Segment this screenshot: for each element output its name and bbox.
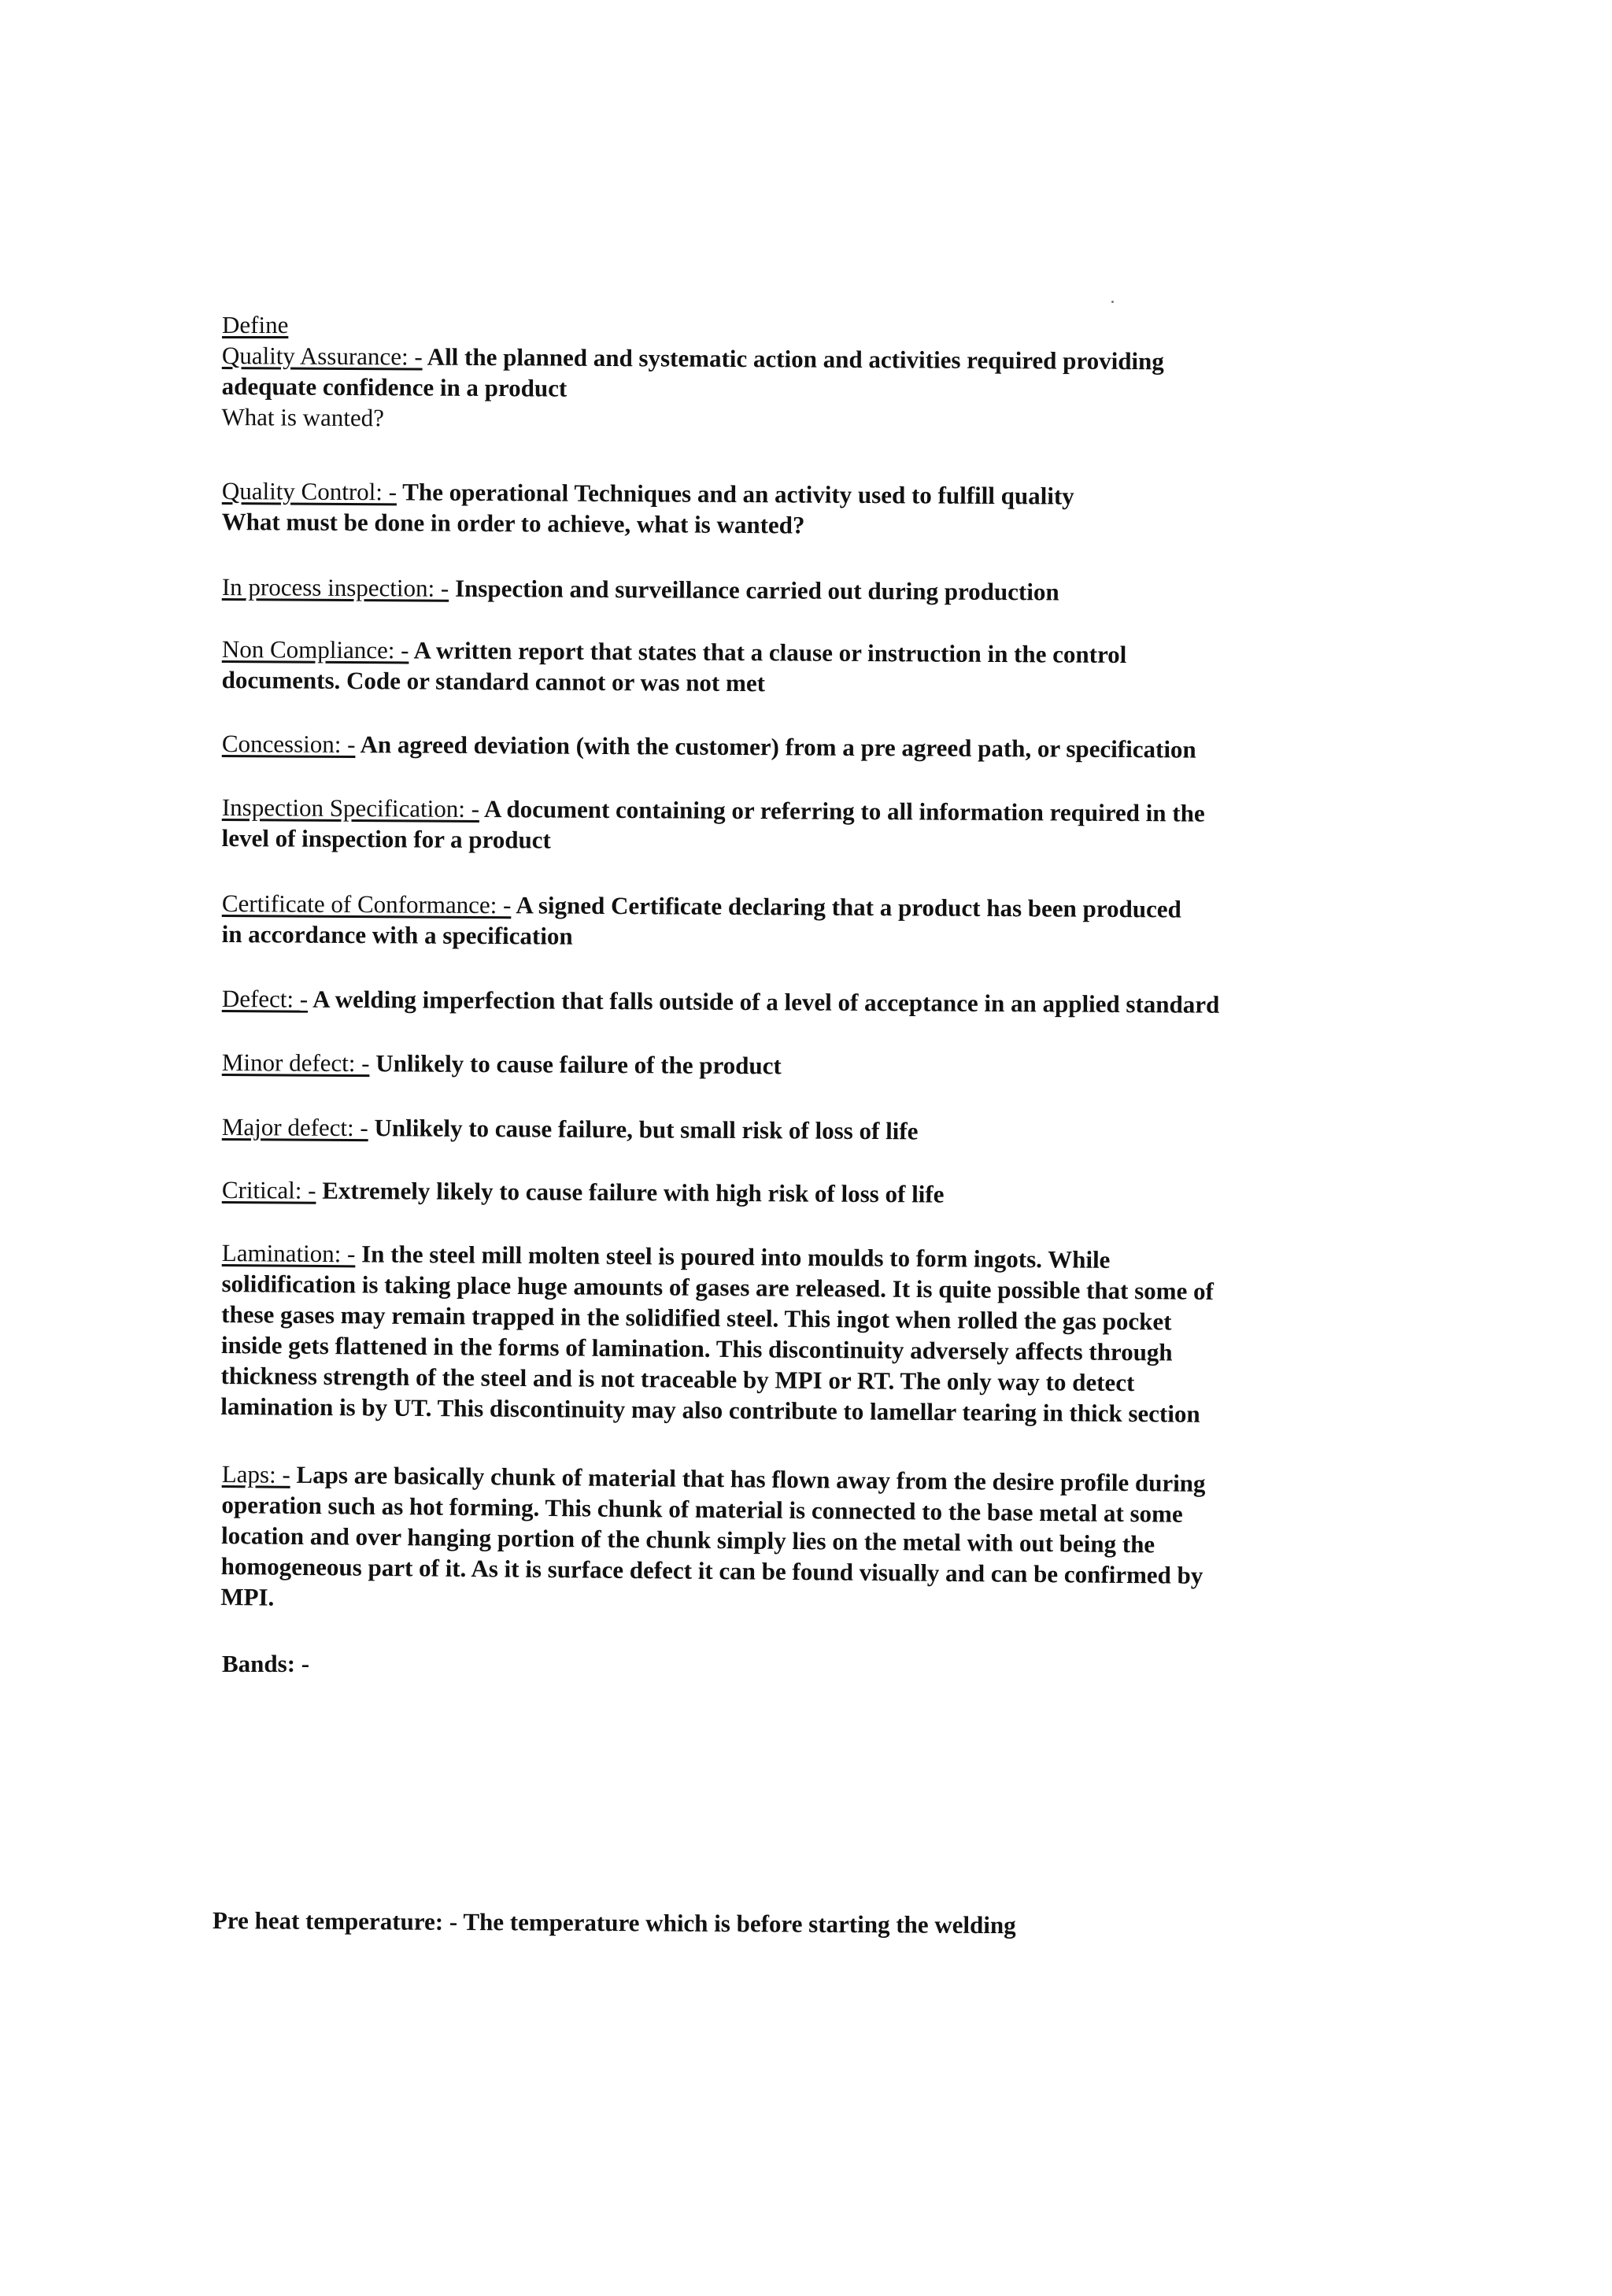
entry-text-line: A welding imperfection that falls outside of a level of acceptance in an applied standard [312,985,1220,1019]
entry-text-line: Unlikely to cause failure, but small risk of loss of life [374,1114,919,1145]
entry-text-line: A document containing or referring to all information required in the [483,795,1205,827]
entry-text-line: operation such as hot forming. This chunk of material is connected to the base metal at some [221,1490,1183,1528]
entry-text-line: Laps are basically chunk of material that has flown away from the desire profile during [296,1460,1206,1497]
entry-label: Quality Assurance: - [221,341,423,371]
entry-text-line: A written report that states that a clause or instruction in the control [413,636,1127,669]
entry-label: Pre heat temperature: - [212,1906,458,1936]
entry-text-line: lamination is by UT. This discontinuity may also contribute to lamellar tearing in thick section [220,1392,1200,1428]
entry-text-line: thickness strength of the steel and is not traceable by MPI or RT. The only way to detect [220,1361,1135,1397]
entry-label: Defect: - [221,985,309,1013]
entry-text-line: solidification is taking place huge amounts of gases are released. It is quite possible that some of [221,1269,1215,1305]
entry-text-line: documents. Code or standard cannot or was not met [221,665,766,697]
entry-label: Certificate of Conformance: - [221,889,512,919]
entry-concession [222,728,1371,766]
entry-label: Concession: - [221,729,356,759]
entry-text-line: Unlikely to cause failure of the product [375,1049,782,1080]
page-heading: Define [222,311,289,338]
entry-label: Major defect: - [221,1113,368,1142]
entry-label: Lamination: - [221,1238,356,1268]
entry-label: In process inspection: - [221,572,449,602]
entry-label: Minor defect: - [221,1048,370,1078]
entry-text-line: What must be done in order to achieve, what is wanted? [221,507,805,539]
entry-inspection-specification [222,792,1371,860]
entry-bands [222,1648,1371,1679]
entry-text-line: these gases may remain trapped in the solidified steel. This ingot when rolled the gas pocket [221,1300,1172,1336]
scan-speck [1111,301,1114,303]
entry-laps [220,1459,1371,1623]
entry-non-compliance [222,634,1371,702]
entry-text-line: The operational Techniques and an activity used to fulfill quality [402,478,1074,510]
entry-major-defect [222,1111,1371,1149]
entry-label: Bands: - [222,1650,310,1677]
entry-text-line: location and over hanging portion of the chunk simply lies on the metal with out being the [220,1521,1155,1558]
entry-label: Critical: - [221,1176,316,1204]
entry-quality-control [222,475,1371,544]
entry-in-process-inspection [222,571,1371,609]
define-heading [222,309,1371,340]
entry-text-line: MPI. [220,1582,275,1611]
entry-text-line: What is wanted? [221,402,385,432]
entry-defect [222,983,1371,1021]
entry-critical [222,1174,1371,1212]
entry-text-line: The temperature which is before starting the welding [463,1907,1016,1939]
entry-text-line: homogeneous part of it. As it is surface defect it can be found visually and can be confirmed by [220,1551,1203,1589]
entry-label: Quality Control: - [221,476,397,506]
entry-minor-defect [222,1047,1371,1085]
entry-text-line: Inspection and surveillance carried out during production [454,574,1059,606]
entry-label: Laps: - [221,1459,290,1488]
entry-text-line: Extremely likely to cause failure with high risk of loss of life [322,1176,945,1208]
entry-quality-assurance [221,340,1371,439]
entry-certificate-of-conformance [222,888,1371,956]
entry-text-line: adequate confidence in a product [221,372,568,402]
entry-text-line: level of inspection for a product [221,823,551,854]
entry-text-line: An agreed deviation (with the customer) from a pre agreed path, or specification [360,730,1196,763]
entry-text-line: In the steel mill molten steel is poured into moulds to form ingots. While [361,1240,1111,1274]
entry-text-line: inside gets flattened in the forms of lamination. This discontinuity adversely affects through [220,1330,1173,1366]
entry-label: Non Compliance: - [221,634,409,664]
entry-text-line: in accordance with a specification [221,919,573,950]
entry-lamination [220,1237,1371,1430]
entry-pre-heat-temperature [213,1905,1362,1943]
entry-text-line: A signed Certificate declaring that a product has been produced [516,891,1181,923]
entry-label: Inspection Specification: - [221,793,480,823]
entry-text-line: All the planned and systematic action and activities required providing [427,342,1164,375]
